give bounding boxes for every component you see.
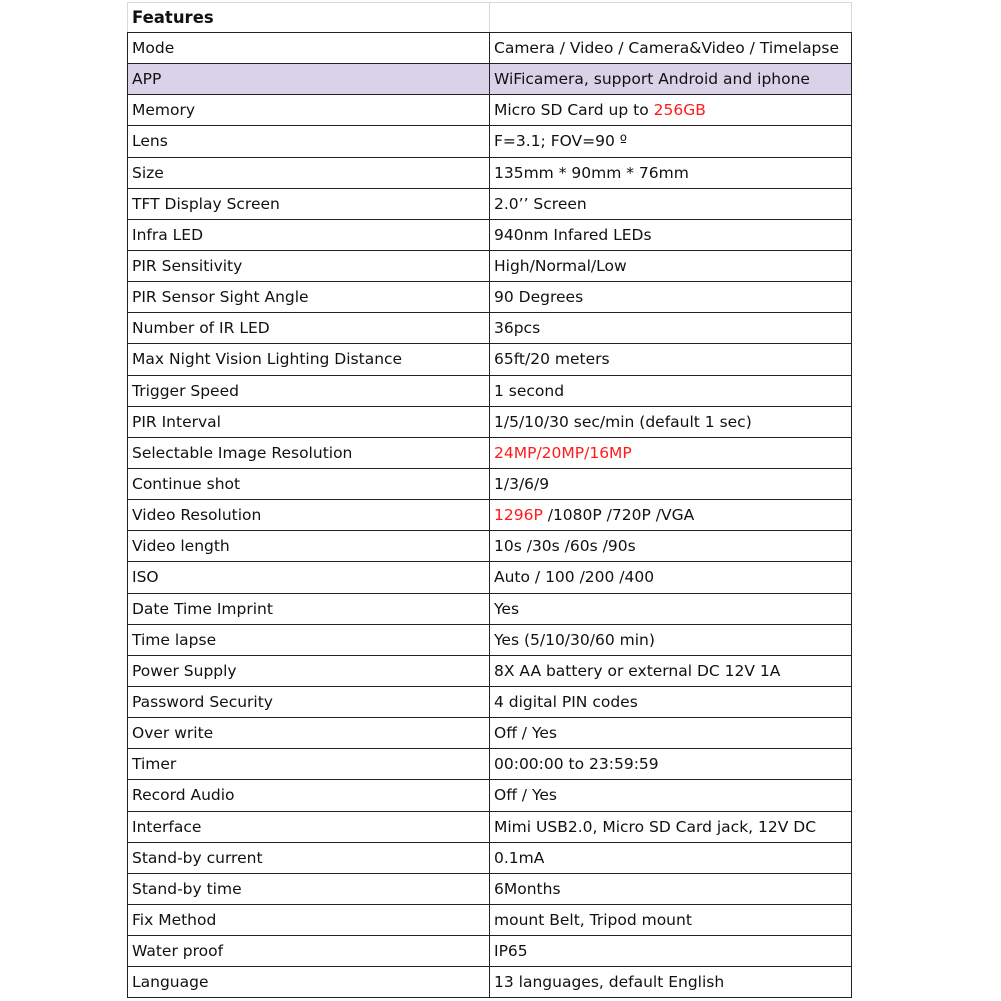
value-cell: [489, 500, 852, 530]
table-row: [127, 33, 852, 64]
label-cell: Stand-by current: [127, 843, 489, 873]
value-cell: High/Normal/Low: [489, 251, 852, 281]
label-cell: Number of IR LED: [127, 313, 489, 343]
table-row-highlighted: [127, 64, 852, 95]
value-cell: F=3.1; FOV=90 º: [489, 126, 852, 156]
value-cell: Mimi USB2.0, Micro SD Card jack, 12V DC: [489, 812, 852, 842]
label-cell: APP: [127, 64, 489, 94]
value-cell: Off / Yes: [489, 780, 852, 810]
label-cell: Size: [127, 158, 489, 188]
table-row: [127, 126, 852, 157]
label-cell: PIR Sensitivity: [127, 251, 489, 281]
label-cell: PIR Interval: [127, 407, 489, 437]
table-row: [127, 967, 852, 998]
value-highlight: 1296P: [494, 506, 543, 525]
label-cell: Timer: [127, 749, 489, 779]
table-title: Features: [132, 8, 214, 27]
table-row: [127, 812, 852, 843]
value-cell: 8X AA battery or external DC 12V 1A: [489, 656, 852, 686]
value-cell: 135mm * 90mm * 76mm: [489, 158, 852, 188]
label-cell: TFT Display Screen: [127, 189, 489, 219]
table-row: [127, 718, 852, 749]
table-row: [127, 749, 852, 780]
value-cell: mount Belt, Tripod mount: [489, 905, 852, 935]
value-cell: 6Months: [489, 874, 852, 904]
header-cell: [127, 2, 489, 32]
table-row: [127, 936, 852, 967]
label-cell: Fix Method: [127, 905, 489, 935]
table-row: [127, 158, 852, 189]
value-cell: 00:00:00 to 23:59:59: [489, 749, 852, 779]
value-cell: 4 digital PIN codes: [489, 687, 852, 717]
label-cell: Language: [127, 967, 489, 997]
value-cell: [489, 95, 852, 125]
value-highlight: 24MP/20MP/16MP: [494, 443, 632, 462]
label-cell: Water proof: [127, 936, 489, 966]
value-cell: [489, 438, 852, 468]
label-cell: PIR Sensor Sight Angle: [127, 282, 489, 312]
value-cell: Off / Yes: [489, 718, 852, 748]
label-cell: Infra LED: [127, 220, 489, 250]
label-cell: Continue shot: [127, 469, 489, 499]
value-cell: Yes (5/10/30/60 min): [489, 625, 852, 655]
table-row: [127, 376, 852, 407]
value-cell: 2.0’’ Screen: [489, 189, 852, 219]
table-header-row: [127, 2, 852, 33]
value-text: Micro SD Card up to: [494, 101, 654, 120]
table-row: [127, 282, 852, 313]
value-cell: 940nm Infared LEDs: [489, 220, 852, 250]
value-cell: Yes: [489, 594, 852, 624]
label-cell: Over write: [127, 718, 489, 748]
table-row: [127, 780, 852, 811]
table-row: [127, 251, 852, 282]
label-cell: Video length: [127, 531, 489, 561]
label-cell: Video Resolution: [127, 500, 489, 530]
table-row: [127, 594, 852, 625]
label-cell: Record Audio: [127, 780, 489, 810]
value-cell: 0.1mA: [489, 843, 852, 873]
label-cell: ISO: [127, 562, 489, 592]
table-row: [127, 344, 852, 375]
value-cell: 1/5/10/30 sec/min (default 1 sec): [489, 407, 852, 437]
table-row: [127, 407, 852, 438]
value-cell: Camera / Video / Camera&Video / Timelapse: [489, 33, 852, 63]
label-cell: Password Security: [127, 687, 489, 717]
table-row: [127, 843, 852, 874]
table-row: [127, 500, 852, 531]
table-row: [127, 189, 852, 220]
table-row: [127, 531, 852, 562]
value-cell: 65ft/20 meters: [489, 344, 852, 374]
table-row: [127, 656, 852, 687]
label-cell: Mode: [127, 33, 489, 63]
table-row: [127, 95, 852, 126]
table-row: [127, 313, 852, 344]
spec-table: [127, 2, 852, 998]
label-cell: Stand-by time: [127, 874, 489, 904]
header-empty-cell: [489, 2, 852, 32]
value-cell: WiFicamera, support Android and iphone: [489, 64, 852, 94]
table-row: [127, 874, 852, 905]
value-text: /1080P /720P /VGA: [542, 506, 695, 525]
label-cell: Interface: [127, 812, 489, 842]
table-row: [127, 469, 852, 500]
value-cell: 1 second: [489, 376, 852, 406]
label-cell: Max Night Vision Lighting Distance: [127, 344, 489, 374]
label-cell: Lens: [127, 126, 489, 156]
table-row: [127, 625, 852, 656]
value-cell: 13 languages, default English: [489, 967, 852, 997]
value-cell: 90 Degrees: [489, 282, 852, 312]
label-cell: Power Supply: [127, 656, 489, 686]
value-cell: 36pcs: [489, 313, 852, 343]
value-cell: 1/3/6/9: [489, 469, 852, 499]
value-cell: IP65: [489, 936, 852, 966]
table-row: [127, 220, 852, 251]
label-cell: Time lapse: [127, 625, 489, 655]
value-highlight: 256GB: [653, 101, 706, 120]
table-row: [127, 562, 852, 593]
label-cell: Memory: [127, 95, 489, 125]
table-row: [127, 687, 852, 718]
label-cell: Selectable Image Resolution: [127, 438, 489, 468]
label-cell: Trigger Speed: [127, 376, 489, 406]
value-cell: Auto / 100 /200 /400: [489, 562, 852, 592]
label-cell: Date Time Imprint: [127, 594, 489, 624]
table-row: [127, 438, 852, 469]
table-row: [127, 905, 852, 936]
value-cell: 10s /30s /60s /90s: [489, 531, 852, 561]
